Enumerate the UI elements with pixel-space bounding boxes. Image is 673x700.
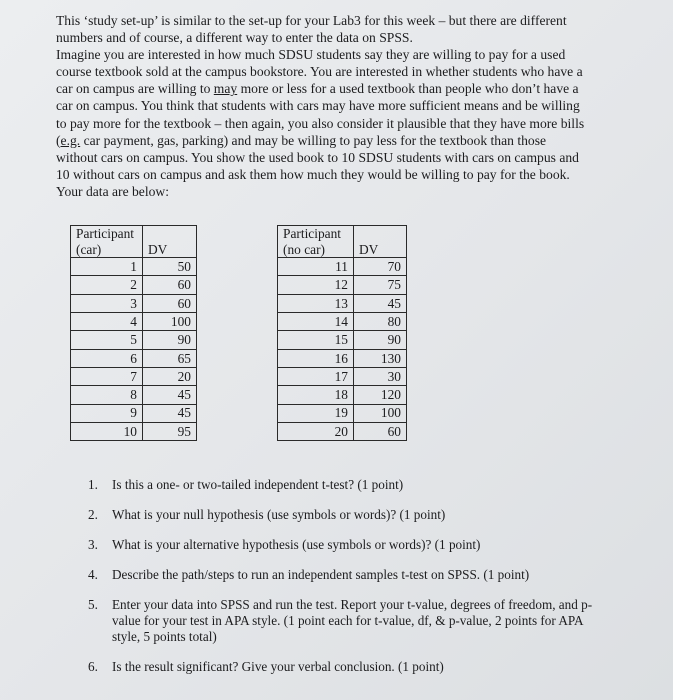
dv-cell: 60	[354, 422, 407, 440]
question-list	[88, 477, 608, 675]
participant-cell: 19	[278, 404, 354, 422]
dv-cell: 90	[143, 331, 197, 349]
participant-cell: 18	[278, 386, 354, 404]
dv-cell: 90	[354, 331, 407, 349]
participant-cell: 8	[71, 386, 143, 404]
intro-line: This ‘study set-up’ is similar to the set-up for your Lab3 for this week – but there are different	[56, 13, 567, 28]
participant-cell: 6	[71, 349, 143, 367]
question-text: What is your null hypothesis (use symbols or words)? (1 point)	[112, 507, 446, 522]
intro-line: numbers and of course, a different way to enter the data on SPSS.	[56, 30, 413, 46]
participant-cell: 2	[71, 276, 143, 294]
open-paren: (	[56, 132, 61, 148]
intro-line-end: more or less for a used textbook than people who don’t have a	[237, 81, 579, 97]
table-row	[71, 276, 197, 294]
question-item	[88, 477, 608, 493]
dv-cell: 65	[143, 349, 197, 367]
participant-cell: 11	[278, 258, 354, 276]
table-row	[71, 294, 197, 312]
participant-cell: 13	[278, 294, 354, 312]
participant-cell: 5	[71, 331, 143, 349]
participant-cell: 17	[278, 367, 354, 385]
table-header-row	[278, 226, 407, 258]
table-car-group	[70, 225, 197, 441]
participant-cell: 3	[71, 294, 143, 312]
table-row	[71, 258, 197, 276]
intro-line: to pay more for the textbook – then again, you also consider it plausible that they have more bills	[56, 115, 585, 131]
dv-cell: 60	[143, 294, 197, 312]
intro-line: without cars on campus. You show the used book to 10 SDSU students with cars on campus and	[56, 149, 579, 165]
intro-line: car on campus. You think that students with cars may have more sufficient means and be willing	[56, 98, 580, 114]
table-row	[278, 386, 407, 404]
question-number: 2.	[88, 507, 98, 522]
table-row	[278, 331, 407, 349]
table-row	[71, 404, 197, 422]
table-row	[71, 313, 197, 331]
dv-cell: 20	[143, 367, 197, 385]
table-header-row	[71, 226, 197, 258]
dv-cell: 95	[143, 422, 197, 440]
dv-cell: 45	[354, 294, 407, 312]
dv-cell: 45	[143, 386, 197, 404]
table-row	[278, 313, 407, 331]
dv-cell: 60	[143, 276, 197, 294]
question-item	[88, 597, 608, 645]
table-row	[278, 276, 407, 294]
dv-cell: 30	[354, 367, 407, 385]
dv-cell: 100	[354, 404, 407, 422]
dv-cell: 50	[143, 258, 197, 276]
participant-cell: 12	[278, 276, 354, 294]
participant-cell: 14	[278, 313, 354, 331]
question-item	[88, 567, 608, 583]
table-row	[278, 367, 407, 385]
question-number: 5.	[88, 597, 98, 612]
participant-cell: 7	[71, 367, 143, 385]
intro-line: 10 without cars on campus and ask them how much they would be willing to pay for the book.	[56, 166, 570, 182]
participant-cell: 9	[71, 404, 143, 422]
underlined-eg: e.g.	[60, 132, 81, 148]
question-item	[88, 537, 608, 553]
dv-cell: 120	[354, 386, 407, 404]
table-row	[71, 422, 197, 440]
participant-cell: 15	[278, 331, 354, 349]
intro-line: Your data are below:	[56, 183, 170, 199]
intro-line-start: car on campus are willing to	[56, 81, 214, 97]
table-row	[278, 404, 407, 422]
question-text: Enter your data into SPSS and run the test. Report your t-value, degrees of freedom, and p-value for your test in APA style. (1 point each for t-value, df, & p-value, 2 points for APA style, 5 points total)	[112, 597, 593, 644]
intro-line	[56, 80, 626, 97]
participant-cell: 16	[278, 349, 354, 367]
header-participant: Participant (no car)	[278, 226, 354, 258]
header-participant: Participant (car)	[71, 226, 143, 258]
question-text: Describe the path/steps to run an independent samples t-test on SPSS. (1 point)	[112, 567, 530, 582]
dv-cell: 80	[354, 313, 407, 331]
intro-line: course textbook sold at the campus bookstore. You are interested in whether students who have a	[56, 64, 583, 80]
table-row	[71, 331, 197, 349]
dv-cell: 45	[143, 404, 197, 422]
question-text: What is your alternative hypothesis (use symbols or words)? (1 point)	[112, 537, 481, 552]
dv-cell: 75	[354, 276, 407, 294]
intro-line: Imagine you are interested in how much SDSU students say they are willing to pay for a used	[56, 47, 566, 63]
underlined-may: may	[213, 81, 238, 97]
table-row	[278, 294, 407, 312]
table-nocar-group	[277, 225, 407, 441]
participant-cell: 1	[71, 258, 143, 276]
intro-paragraph	[56, 12, 626, 200]
table-row	[278, 258, 407, 276]
question-number: 1.	[88, 477, 98, 492]
table-row	[71, 367, 197, 385]
question-item	[88, 659, 608, 675]
question-number: 3.	[88, 537, 98, 552]
table-row	[71, 386, 197, 404]
participant-cell: 20	[278, 422, 354, 440]
header-dv: DV	[143, 226, 197, 258]
question-text: Is the result significant? Give your verbal conclusion. (1 point)	[112, 659, 444, 674]
participant-cell: 10	[71, 422, 143, 440]
question-text: Is this a one- or two-tailed independent t-test? (1 point)	[112, 477, 404, 492]
header-dv: DV	[354, 226, 407, 258]
dv-cell: 130	[354, 349, 407, 367]
intro-line-rest: car payment, gas, parking) and may be willing to pay less for the textbook than those	[83, 132, 547, 148]
question-number: 6.	[88, 659, 98, 674]
dv-cell: 70	[354, 258, 407, 276]
question-number: 4.	[88, 567, 98, 582]
table-row	[278, 422, 407, 440]
participant-cell: 4	[71, 313, 143, 331]
intro-line	[56, 132, 626, 149]
dv-cell: 100	[143, 313, 197, 331]
table-row	[278, 349, 407, 367]
table-row	[71, 349, 197, 367]
question-item	[88, 507, 608, 523]
